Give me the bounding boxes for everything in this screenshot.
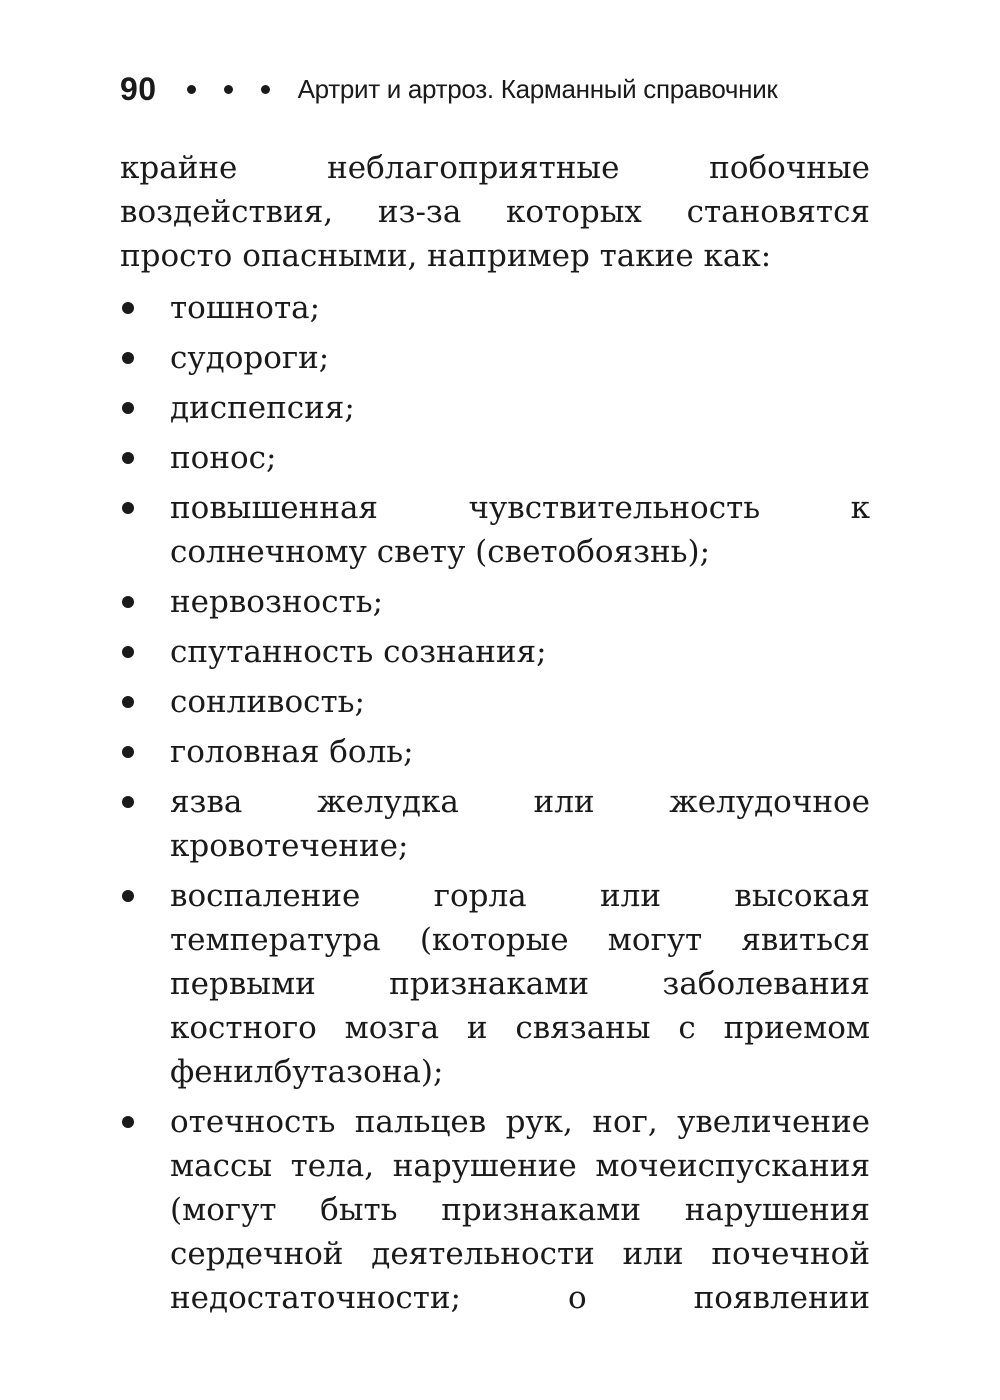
list-item-text: диспепсия; (170, 390, 355, 426)
list-item (120, 486, 870, 574)
list-item-text: понос; (170, 440, 277, 476)
list-item (120, 336, 870, 380)
list-item (120, 680, 870, 724)
bullet-icon (122, 502, 134, 514)
bullet-icon (122, 352, 134, 364)
list-item-text: отечность пальцев рук, ног, увеличение массы тела, нарушение мочеиспускания (могут быть признаками нарушения сердечной деятельности или почечной недостаточности; о появлении (170, 1104, 870, 1316)
bullet-dot-icon (261, 85, 270, 94)
list-item (120, 874, 870, 1094)
header-dots (187, 85, 270, 94)
list-item-text: язва желудка или желудочное кровотечение; (170, 784, 870, 864)
list-item (120, 580, 870, 624)
list-item-text: воспаление горла или высокая температура (которые могут явиться первыми признаками заболевания костного мозга и связаны с приемом фенилбутазона); (170, 878, 870, 1090)
page-header (120, 64, 778, 114)
list-item (120, 436, 870, 480)
bullet-icon (122, 1116, 134, 1128)
list-item-text: сонливость; (170, 684, 365, 720)
running-title: Артрит и артроз. Карманный справочник (297, 73, 778, 104)
intro-paragraph: крайне неблагоприятные побочные воздействия, из-за которых становятся просто опасными, например такие как: (120, 150, 870, 274)
bullet-icon (122, 890, 134, 902)
bullet-icon (122, 696, 134, 708)
list-item (120, 286, 870, 330)
list-item-text: нервозность; (170, 584, 384, 620)
list-item-text: головная боль; (170, 734, 414, 770)
list-item (120, 386, 870, 430)
list-item-text: тошнота; (170, 290, 321, 326)
bullet-icon (122, 746, 134, 758)
bullet-icon (122, 796, 134, 808)
list-item (120, 1100, 870, 1320)
bullet-dot-icon (224, 85, 233, 94)
bullet-dot-icon (187, 85, 196, 94)
bullet-icon (122, 302, 134, 314)
list-item-text: спутанность сознания; (170, 634, 547, 670)
list-item (120, 630, 870, 674)
bullet-icon (122, 402, 134, 414)
list-item (120, 780, 870, 868)
list-item-text: повышенная чувствительность к солнечному свету (светобоязнь); (170, 490, 870, 570)
side-effects-list (120, 286, 870, 1320)
page-number: 90 (120, 70, 157, 107)
bullet-icon (122, 646, 134, 658)
list-item-text: судороги; (170, 340, 330, 376)
bullet-icon (122, 452, 134, 464)
page-body (120, 146, 870, 1326)
bullet-icon (122, 596, 134, 608)
list-item (120, 730, 870, 774)
